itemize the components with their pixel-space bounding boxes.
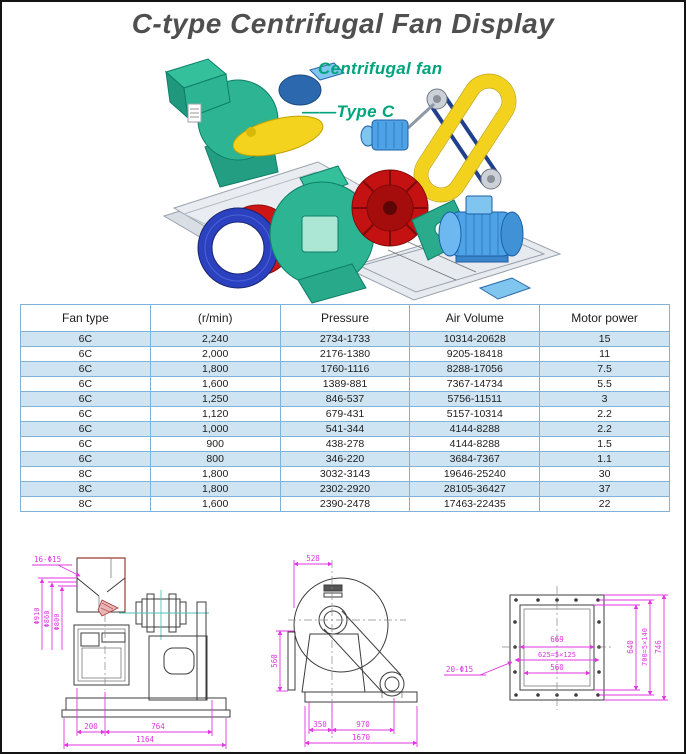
table-row xyxy=(21,332,670,347)
table-row xyxy=(21,347,670,362)
table-cell: 8C xyxy=(21,497,151,512)
column-header: Fan type xyxy=(21,305,151,332)
table-cell: 5157-10314 xyxy=(410,407,540,422)
table-cell: 11 xyxy=(540,347,670,362)
table-row xyxy=(21,422,670,437)
table-row xyxy=(21,362,670,377)
table-cell: 7367-14734 xyxy=(410,377,540,392)
table-row xyxy=(21,497,670,512)
table-cell: 1,600 xyxy=(150,377,280,392)
table-cell: 438-278 xyxy=(280,437,410,452)
table-cell: 3684-7367 xyxy=(410,452,540,467)
table-row xyxy=(21,437,670,452)
page-title: C-type Centrifugal Fan Display xyxy=(131,8,555,39)
dimension-label: 669 xyxy=(550,635,564,644)
inlet-ring xyxy=(198,208,278,288)
table-cell: 1,800 xyxy=(150,482,280,497)
side-view-drawing xyxy=(14,548,254,753)
table-cell: 37 xyxy=(540,482,670,497)
table-cell: 2302-2920 xyxy=(280,482,410,497)
table-cell: 8C xyxy=(21,482,151,497)
table-row xyxy=(21,467,670,482)
table-cell: 800 xyxy=(150,452,280,467)
spec-table xyxy=(20,304,670,512)
fan-outline xyxy=(62,558,230,717)
header-row xyxy=(21,305,670,332)
table-row xyxy=(21,377,670,392)
table-cell: 5.5 xyxy=(540,377,670,392)
table-cell: 1,800 xyxy=(150,467,280,482)
table-cell: 8C xyxy=(21,467,151,482)
table-cell: 6C xyxy=(21,392,151,407)
flange-drawing xyxy=(440,550,675,750)
dimension-label: Φ910 xyxy=(33,607,41,625)
table-row xyxy=(21,392,670,407)
table-cell: 1,120 xyxy=(150,407,280,422)
dimension-label: 200 xyxy=(84,722,98,731)
column-header: Air Volume xyxy=(410,305,540,332)
dimensions xyxy=(444,595,668,700)
column-header: Pressure xyxy=(280,305,410,332)
table-cell: 846-537 xyxy=(280,392,410,407)
dimension-label: 20-Φ15 xyxy=(446,665,474,674)
table-cell: 5756-11511 xyxy=(410,392,540,407)
dimension-label: 560 xyxy=(270,654,279,668)
table-cell: 2,000 xyxy=(150,347,280,362)
table-row xyxy=(21,482,670,497)
column-header: Motor power xyxy=(540,305,670,332)
table-cell: 2390-2478 xyxy=(280,497,410,512)
table-cell: 2176-1380 xyxy=(280,347,410,362)
table-cell: 541-344 xyxy=(280,422,410,437)
dimension-label: 625=5×125 xyxy=(538,651,576,659)
table-cell: 4144-8288 xyxy=(410,437,540,452)
fan-illustration xyxy=(150,52,564,304)
dimension-label: 528 xyxy=(306,554,320,563)
table-cell: 346-220 xyxy=(280,452,410,467)
table-cell: 1,000 xyxy=(150,422,280,437)
table-cell: 17463-22435 xyxy=(410,497,540,512)
table-cell: 22 xyxy=(540,497,670,512)
table-cell: 15 xyxy=(540,332,670,347)
table-cell: 10314-20628 xyxy=(410,332,540,347)
dimension-label: 700=5×140 xyxy=(641,628,649,666)
table-cell: 3 xyxy=(540,392,670,407)
dimension-label: 970 xyxy=(356,720,370,729)
table-cell: 4144-8288 xyxy=(410,422,540,437)
table-cell: 3032-3143 xyxy=(280,467,410,482)
table-cell: 1,600 xyxy=(150,497,280,512)
table-cell: 679-431 xyxy=(280,407,410,422)
assembled-motor xyxy=(279,75,321,105)
table-cell: 19646-25240 xyxy=(410,467,540,482)
table-cell: 7.5 xyxy=(540,362,670,377)
table-cell: 1.5 xyxy=(540,437,670,452)
mounting-plate xyxy=(480,278,530,299)
impeller xyxy=(352,170,428,246)
table-cell: 6C xyxy=(21,377,151,392)
table-cell: 2.2 xyxy=(540,407,670,422)
dimension-label: 640 xyxy=(626,640,635,654)
table-row xyxy=(21,452,670,467)
table-cell: 28105-36427 xyxy=(410,482,540,497)
column-header: (r/min) xyxy=(150,305,280,332)
table-cell: 6C xyxy=(21,347,151,362)
table-cell: 6C xyxy=(21,422,151,437)
table-cell: 2734-1733 xyxy=(280,332,410,347)
dimension-label: 1670 xyxy=(351,733,371,742)
dimension-label: Φ860 xyxy=(43,610,51,628)
table-cell: 6C xyxy=(21,437,151,452)
table-cell: 900 xyxy=(150,437,280,452)
table-cell: 8288-17056 xyxy=(410,362,540,377)
dimension-label: 560 xyxy=(550,663,564,672)
table-cell: 2.2 xyxy=(540,422,670,437)
spec-table-section xyxy=(20,304,670,512)
table-body xyxy=(21,332,670,512)
table-cell: 1389-881 xyxy=(280,377,410,392)
table-cell: 1,800 xyxy=(150,362,280,377)
table-cell: 30 xyxy=(540,467,670,482)
table-cell: 6C xyxy=(21,332,151,347)
dimension-label: 16-Φ15 xyxy=(34,555,62,564)
dimension-label: Φ800 xyxy=(53,613,61,631)
fan-outline xyxy=(288,560,417,738)
table-cell: 9205-18418 xyxy=(410,347,540,362)
caption-type-c: ——Type C xyxy=(302,102,395,121)
dimension-label: 350 xyxy=(313,720,327,729)
dimension-label: 1164 xyxy=(135,735,155,744)
dimension-label: 764 xyxy=(151,722,165,731)
table-row xyxy=(21,407,670,422)
table-cell: 6C xyxy=(21,407,151,422)
table-cell: 1.1 xyxy=(540,452,670,467)
table-cell: 6C xyxy=(21,362,151,377)
table-cell: 1760-1116 xyxy=(280,362,410,377)
table-cell: 6C xyxy=(21,452,151,467)
caption-centrifugal-fan: Centrifugal fan xyxy=(318,59,443,78)
table-cell: 1,250 xyxy=(150,392,280,407)
table-cell: 2,240 xyxy=(150,332,280,347)
dimension-label: 746 xyxy=(654,640,663,654)
